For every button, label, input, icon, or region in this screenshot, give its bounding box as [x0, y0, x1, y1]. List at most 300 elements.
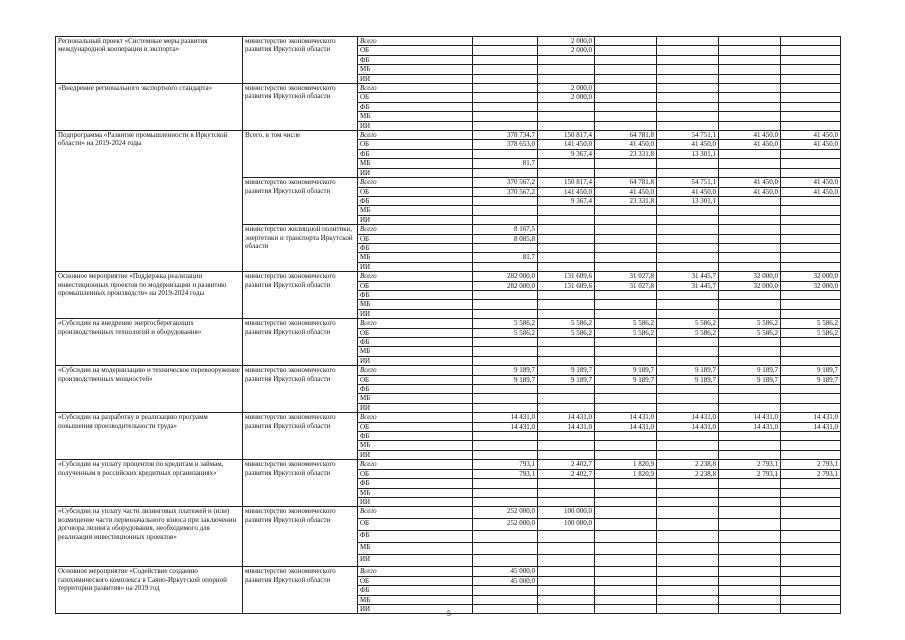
amount-cell: 81,7 [473, 253, 538, 262]
activity-name: «Субсидии на модернизацию и техническое перевооружение производственных мощностей» [56, 366, 243, 413]
amount-cell [538, 65, 595, 74]
amount-cell [657, 206, 719, 215]
amount-cell [719, 55, 781, 64]
amount-cell [473, 479, 538, 488]
funding-source-cell: ОБ [358, 328, 473, 337]
amount-cell [719, 479, 781, 488]
amount-cell [719, 243, 781, 252]
amount-cell [781, 576, 841, 585]
amount-cell [595, 567, 657, 576]
amount-cell [473, 196, 538, 205]
amount-cell: 13 301,1 [657, 196, 719, 205]
amount-cell [657, 243, 719, 252]
funding-source-cell: ОБ [358, 93, 473, 102]
amount-cell: 131 609,6 [538, 281, 595, 290]
amount-cell [595, 488, 657, 497]
amount-cell: 54 751,1 [657, 178, 719, 187]
amount-cell [781, 65, 841, 74]
amount-cell [473, 441, 538, 450]
amount-cell [719, 149, 781, 158]
amount-cell [473, 112, 538, 121]
amount-cell [781, 149, 841, 158]
funding-source-cell: ИИ [358, 450, 473, 459]
funding-source-cell: ИИ [358, 555, 473, 567]
amount-cell [781, 55, 841, 64]
amount-cell [719, 338, 781, 347]
amount-cell: 31 027,8 [595, 281, 657, 290]
amount-cell [781, 385, 841, 394]
amount-cell: 2 238,8 [657, 460, 719, 469]
amount-cell [473, 394, 538, 403]
funding-source-cell: ОБ [358, 140, 473, 149]
activity-name: «Субсидии на уплату части лизинговых платежей и (или) возмещение части первоначального взноса при заключении договора лизинга оборудования, необходимого для реализации инвестиционных проектов» [56, 507, 243, 567]
amount-cell: 32 000,0 [781, 272, 841, 281]
amount-cell: 282 000,0 [473, 272, 538, 281]
funding-source-cell: МБ [358, 488, 473, 497]
amount-cell [595, 338, 657, 347]
amount-cell [538, 168, 595, 177]
amount-cell [657, 531, 719, 543]
amount-cell [538, 479, 595, 488]
amount-cell [595, 595, 657, 604]
amount-cell [538, 102, 595, 111]
amount-cell [657, 576, 719, 585]
amount-cell: 41 450,0 [719, 140, 781, 149]
amount-cell [538, 543, 595, 555]
amount-cell [538, 290, 595, 299]
amount-cell [719, 309, 781, 318]
amount-cell [781, 604, 841, 613]
executor-cell: Всего, в том числе [243, 131, 358, 178]
funding-table [55, 36, 841, 614]
amount-cell [781, 262, 841, 271]
amount-cell [473, 243, 538, 252]
amount-cell: 41 450,0 [781, 178, 841, 187]
amount-cell [657, 215, 719, 224]
budget-sheet [55, 36, 840, 614]
amount-cell [473, 37, 538, 46]
amount-cell [657, 497, 719, 506]
amount-cell [657, 543, 719, 555]
amount-cell: 41 450,0 [719, 187, 781, 196]
funding-source-cell: Всего [358, 319, 473, 328]
amount-cell [538, 604, 595, 613]
amount-cell [595, 290, 657, 299]
amount-cell [473, 403, 538, 412]
amount-cell: 5 586,2 [657, 319, 719, 328]
amount-cell [781, 586, 841, 595]
amount-cell [595, 604, 657, 613]
funding-source-cell: МБ [358, 543, 473, 555]
amount-cell [657, 309, 719, 318]
funding-source-cell: МБ [358, 253, 473, 262]
amount-cell: 2 000,0 [538, 37, 595, 46]
executor-cell: министерство экономического развития Иркутской области [243, 567, 358, 614]
amount-cell: 9 189,7 [657, 366, 719, 375]
amount-cell: 2 793,1 [719, 460, 781, 469]
amount-cell [473, 65, 538, 74]
amount-cell [719, 595, 781, 604]
amount-cell [719, 576, 781, 585]
amount-cell: 9 189,7 [538, 366, 595, 375]
amount-cell [473, 356, 538, 365]
amount-cell [657, 37, 719, 46]
amount-cell: 2 000,0 [538, 84, 595, 93]
amount-cell [538, 385, 595, 394]
executor-cell: министерство экономического развития Иркутской области [243, 272, 358, 319]
amount-cell: 41 450,0 [781, 140, 841, 149]
amount-cell [538, 262, 595, 271]
amount-cell: 41 450,0 [657, 140, 719, 149]
funding-source-cell: ОБ [358, 422, 473, 431]
amount-cell [657, 225, 719, 234]
funding-source-cell: ОБ [358, 46, 473, 55]
amount-cell [781, 497, 841, 506]
amount-cell: 5 586,2 [657, 328, 719, 337]
amount-cell [781, 243, 841, 252]
amount-cell [781, 102, 841, 111]
amount-cell [473, 102, 538, 111]
amount-cell [595, 403, 657, 412]
amount-cell [473, 595, 538, 604]
amount-cell: 32 000,0 [781, 281, 841, 290]
amount-cell: 14 431,0 [781, 422, 841, 431]
amount-cell [719, 93, 781, 102]
funding-source-cell: ОБ [358, 281, 473, 290]
amount-cell [719, 531, 781, 543]
amount-cell [719, 497, 781, 506]
amount-cell: 9 189,7 [781, 375, 841, 384]
executor-cell: министерство экономического развития Иркутской области [243, 366, 358, 413]
table-row [56, 507, 841, 519]
amount-cell [781, 394, 841, 403]
amount-cell: 41 450,0 [719, 178, 781, 187]
amount-cell: 100 000,0 [538, 519, 595, 531]
amount-cell [595, 243, 657, 252]
amount-cell [657, 479, 719, 488]
amount-cell [719, 450, 781, 459]
amount-cell [473, 55, 538, 64]
amount-cell [595, 543, 657, 555]
amount-cell [657, 121, 719, 130]
funding-source-cell: ИИ [358, 215, 473, 224]
amount-cell [719, 102, 781, 111]
amount-cell: 31 027,8 [595, 272, 657, 281]
amount-cell: 5 586,2 [719, 328, 781, 337]
amount-cell [719, 112, 781, 121]
amount-cell [473, 262, 538, 271]
amount-cell [657, 102, 719, 111]
amount-cell: 282 000,0 [473, 281, 538, 290]
funding-source-cell: ФБ [358, 102, 473, 111]
amount-cell [595, 497, 657, 506]
funding-source-cell: МБ [358, 206, 473, 215]
funding-source-cell: Всего [358, 131, 473, 140]
amount-cell [538, 555, 595, 567]
amount-cell: 8 085,8 [473, 234, 538, 243]
funding-source-cell: МБ [358, 347, 473, 356]
funding-source-cell: Всего [358, 37, 473, 46]
amount-cell [781, 84, 841, 93]
amount-cell [781, 403, 841, 412]
amount-cell: 9 189,7 [595, 375, 657, 384]
amount-cell: 14 431,0 [473, 422, 538, 431]
funding-source-cell: ФБ [358, 243, 473, 252]
amount-cell [719, 121, 781, 130]
amount-cell [473, 300, 538, 309]
funding-source-cell: ФБ [358, 432, 473, 441]
amount-cell: 64 781,8 [595, 131, 657, 140]
amount-cell [473, 46, 538, 55]
amount-cell [473, 290, 538, 299]
amount-cell: 14 431,0 [595, 422, 657, 431]
amount-cell [719, 168, 781, 177]
amount-cell [781, 338, 841, 347]
amount-cell [595, 84, 657, 93]
amount-cell [473, 74, 538, 83]
amount-cell: 14 431,0 [719, 422, 781, 431]
amount-cell [719, 84, 781, 93]
amount-cell [595, 432, 657, 441]
funding-source-cell: ФБ [358, 55, 473, 64]
amount-cell: 5 586,2 [538, 328, 595, 337]
amount-cell [538, 595, 595, 604]
amount-cell [538, 253, 595, 262]
amount-cell [781, 595, 841, 604]
amount-cell: 14 431,0 [657, 413, 719, 422]
amount-cell: 5 586,2 [538, 319, 595, 328]
amount-cell: 31 445,7 [657, 281, 719, 290]
amount-cell: 41 450,0 [657, 187, 719, 196]
amount-cell [595, 555, 657, 567]
amount-cell: 45 000,0 [473, 567, 538, 576]
amount-cell [473, 121, 538, 130]
amount-cell [538, 225, 595, 234]
amount-cell [719, 567, 781, 576]
amount-cell [595, 394, 657, 403]
amount-cell [538, 441, 595, 450]
amount-cell: 793,1 [473, 460, 538, 469]
amount-cell [719, 215, 781, 224]
funding-source-cell: ФБ [358, 586, 473, 595]
amount-cell [781, 168, 841, 177]
funding-source-cell: ОБ [358, 519, 473, 531]
amount-cell [473, 385, 538, 394]
amount-cell [473, 450, 538, 459]
amount-cell [781, 37, 841, 46]
funding-source-cell: ОБ [358, 375, 473, 384]
amount-cell [538, 309, 595, 318]
amount-cell: 2 402,7 [538, 460, 595, 469]
amount-cell [473, 215, 538, 224]
amount-cell [781, 347, 841, 356]
amount-cell: 9 189,7 [473, 375, 538, 384]
amount-cell: 32 000,0 [719, 281, 781, 290]
amount-cell [657, 253, 719, 262]
amount-cell [781, 196, 841, 205]
amount-cell: 23 331,8 [595, 149, 657, 158]
funding-source-cell: ФБ [358, 338, 473, 347]
amount-cell [781, 215, 841, 224]
amount-cell [657, 168, 719, 177]
amount-cell: 252 000,0 [473, 507, 538, 519]
amount-cell: 54 751,1 [657, 131, 719, 140]
amount-cell [657, 159, 719, 168]
funding-source-cell: ОБ [358, 469, 473, 478]
amount-cell [595, 121, 657, 130]
amount-cell [538, 215, 595, 224]
funding-source-cell: ИИ [358, 121, 473, 130]
amount-cell [473, 497, 538, 506]
amount-cell [595, 262, 657, 271]
amount-cell: 131 609,6 [538, 272, 595, 281]
activity-name: Региональный проект «Системные меры развития международной кооперации и экспорта» [56, 37, 243, 84]
amount-cell [538, 121, 595, 130]
amount-cell [657, 347, 719, 356]
executor-cell: министерство экономического развития Иркутской области [243, 460, 358, 507]
amount-cell [781, 159, 841, 168]
amount-cell: 9 189,7 [538, 375, 595, 384]
amount-cell: 31 445,7 [657, 272, 719, 281]
amount-cell [595, 234, 657, 243]
amount-cell [595, 300, 657, 309]
amount-cell [538, 586, 595, 595]
amount-cell: 41 450,0 [719, 131, 781, 140]
amount-cell [595, 356, 657, 365]
funding-source-cell: МБ [358, 65, 473, 74]
table-row [56, 366, 841, 375]
amount-cell [538, 347, 595, 356]
amount-cell [657, 450, 719, 459]
amount-cell [719, 290, 781, 299]
funding-source-cell: ИИ [358, 403, 473, 412]
amount-cell: 14 431,0 [473, 413, 538, 422]
amount-cell [719, 385, 781, 394]
amount-cell [657, 65, 719, 74]
amount-cell [781, 309, 841, 318]
amount-cell: 5 586,2 [781, 319, 841, 328]
amount-cell [719, 234, 781, 243]
funding-source-cell: ФБ [358, 290, 473, 299]
amount-cell [657, 432, 719, 441]
amount-cell: 14 431,0 [538, 413, 595, 422]
amount-cell [595, 65, 657, 74]
amount-cell: 32 000,0 [719, 272, 781, 281]
amount-cell [657, 55, 719, 64]
funding-source-cell: ФБ [358, 479, 473, 488]
amount-cell [473, 93, 538, 102]
amount-cell [473, 531, 538, 543]
amount-cell: 378 734,7 [473, 131, 538, 140]
amount-cell [719, 586, 781, 595]
table-row [56, 84, 841, 93]
amount-cell [781, 46, 841, 55]
amount-cell: 14 431,0 [595, 413, 657, 422]
amount-cell: 2 402,7 [538, 469, 595, 478]
amount-cell [473, 309, 538, 318]
amount-cell [657, 84, 719, 93]
amount-cell [595, 519, 657, 531]
amount-cell [719, 356, 781, 365]
amount-cell [595, 55, 657, 64]
amount-cell [657, 234, 719, 243]
amount-cell [538, 234, 595, 243]
amount-cell [538, 432, 595, 441]
amount-cell [595, 93, 657, 102]
amount-cell [595, 102, 657, 111]
funding-source-cell: Всего [358, 84, 473, 93]
amount-cell: 14 431,0 [538, 422, 595, 431]
amount-cell [719, 37, 781, 46]
amount-cell [473, 206, 538, 215]
amount-cell [719, 159, 781, 168]
amount-cell [595, 576, 657, 585]
amount-cell [781, 121, 841, 130]
amount-cell [719, 604, 781, 613]
activity-name: Основное мероприятие «Содействие созданию газохимического комплекса в Саяно-Иркутской опорной территории развития» на 2019 год [56, 567, 243, 614]
amount-cell: 9 189,7 [595, 366, 657, 375]
amount-cell [538, 497, 595, 506]
amount-cell: 64 781,8 [595, 178, 657, 187]
funding-source-cell: ИИ [358, 168, 473, 177]
amount-cell [719, 555, 781, 567]
amount-cell [538, 450, 595, 459]
amount-cell [781, 441, 841, 450]
amount-cell: 2 793,1 [719, 469, 781, 478]
amount-cell [595, 225, 657, 234]
funding-source-cell: Всего [358, 366, 473, 375]
table-row [56, 567, 841, 576]
amount-cell: 41 450,0 [595, 140, 657, 149]
amount-cell: 5 586,2 [473, 319, 538, 328]
amount-cell [719, 347, 781, 356]
amount-cell [719, 507, 781, 519]
funding-source-cell: Всего [358, 225, 473, 234]
amount-cell [473, 338, 538, 347]
executor-cell: министерство экономического развития Иркутской области [243, 413, 358, 460]
amount-cell [781, 488, 841, 497]
funding-source-cell: МБ [358, 595, 473, 604]
amount-cell [595, 531, 657, 543]
amount-cell: 9 189,7 [781, 366, 841, 375]
activity-name: «Субсидии на внедрение энергосберегающих производственных технологий и оборудования» [56, 319, 243, 366]
amount-cell [538, 567, 595, 576]
amount-cell [595, 253, 657, 262]
funding-source-cell: ОБ [358, 234, 473, 243]
amount-cell [781, 225, 841, 234]
amount-cell [538, 576, 595, 585]
amount-cell [473, 604, 538, 613]
amount-cell: 9 189,7 [719, 366, 781, 375]
funding-source-cell: ФБ [358, 196, 473, 205]
amount-cell [538, 403, 595, 412]
funding-source-cell: ИИ [358, 262, 473, 271]
amount-cell: 13 301,1 [657, 149, 719, 158]
amount-cell [657, 595, 719, 604]
table-row [56, 37, 841, 46]
amount-cell [719, 543, 781, 555]
funding-source-cell: Всего [358, 272, 473, 281]
amount-cell [538, 300, 595, 309]
amount-cell [781, 206, 841, 215]
amount-cell [657, 441, 719, 450]
amount-cell [657, 300, 719, 309]
amount-cell: 2 793,1 [781, 469, 841, 478]
activity-name: «Внедрение регионального экспортного стандарта» [56, 84, 243, 131]
amount-cell: 41 450,0 [781, 187, 841, 196]
amount-cell [595, 450, 657, 459]
executor-cell: министерство экономического развития Иркутской области [243, 84, 358, 131]
